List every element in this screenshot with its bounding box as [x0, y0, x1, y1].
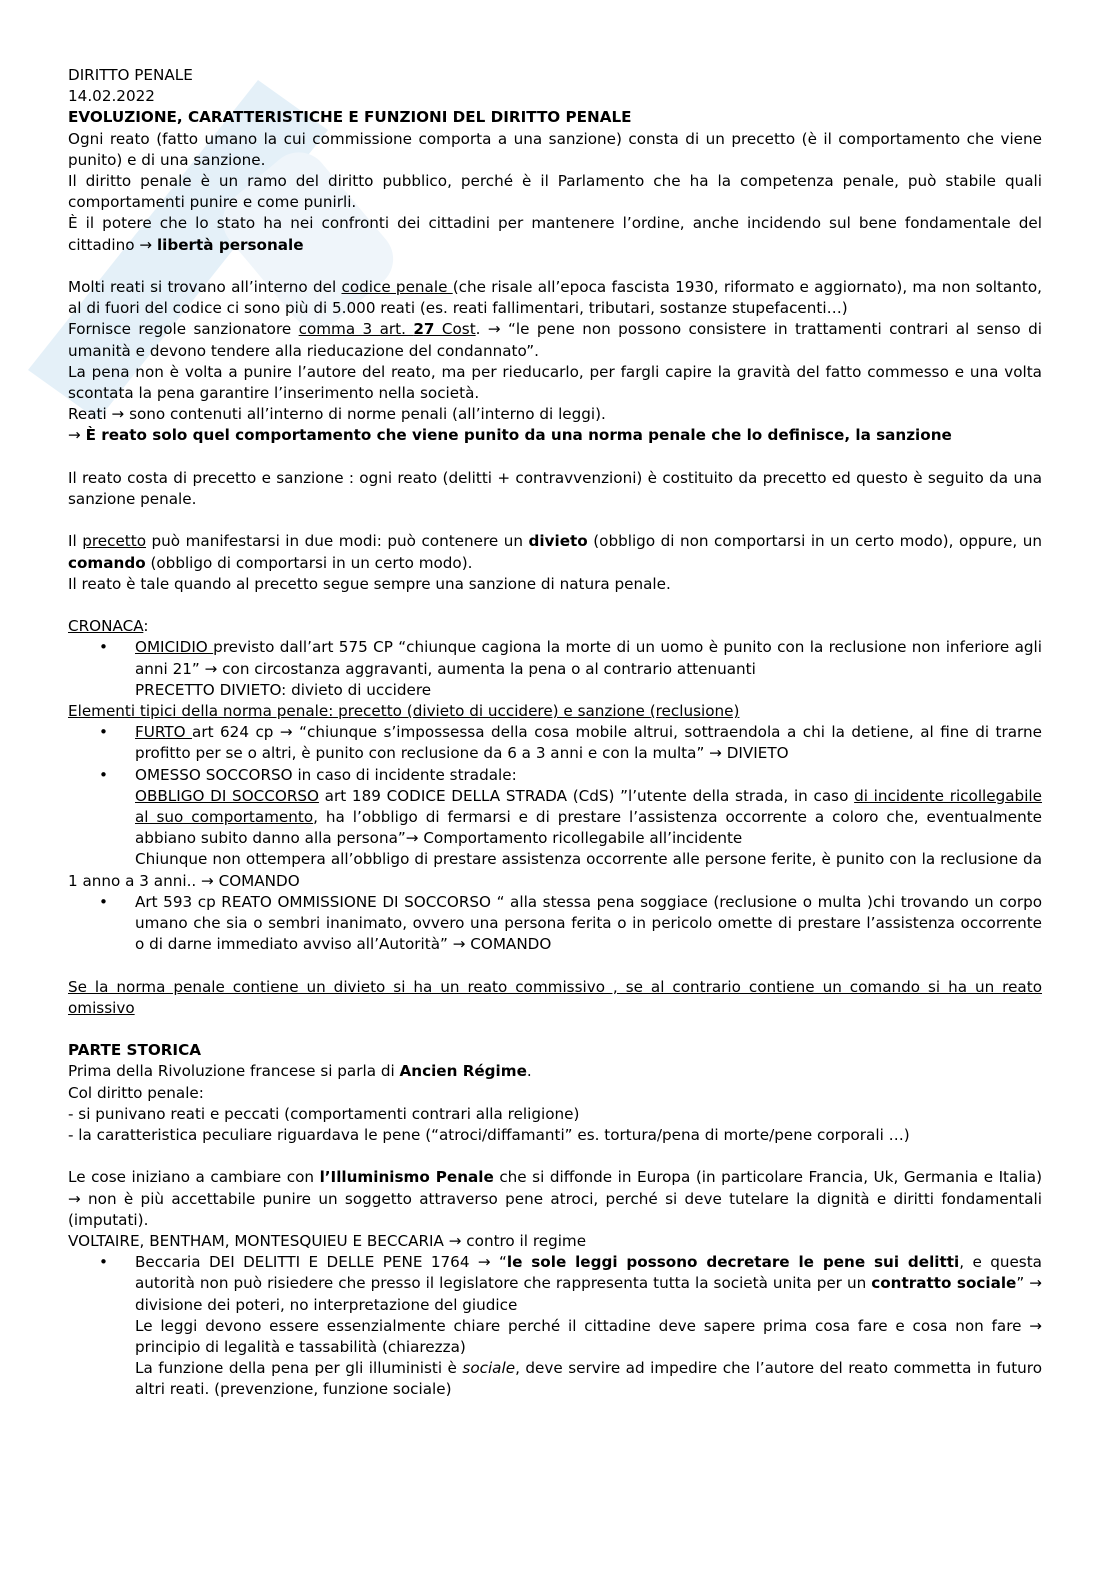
- paragraph: Ogni reato (fatto umano la cui commissione comporta a una sanzione) consta di un precetto (è il comportamento che viene punito) e di una sanzione.: [68, 129, 1042, 169]
- paragraph: La pena non è volta a punire l’autore del reato, ma per rieducarlo, per fargli capire la gravità del fatto commesso e una volta scontata la pena garantire l’inserimento nella società.: [68, 362, 1042, 403]
- list-item: • OMICIDIO previsto dall’art 575 CP “chiunque cagiona la morte di un uomo è punito con la reclusione non inferiore agli anni 21” → con circostanza aggravanti, aumenta la pena o al contrario attenuanti PRECETTO DIVIETO: divieto di uccidere: [68, 637, 1042, 701]
- cronaca-list: [68, 722, 1042, 849]
- storica-list: [68, 1252, 1042, 1400]
- list-item: • Beccaria DEI DELITTI E DELLE PENE 1764 → “le sole leggi possono decretare le pene sui delitti, e questa autorità non può risiedere che presso il legislatore che rappresenta tutta la società unita per un contratto sociale” → divisione dei poteri, no interpretazione del giudice Le leggi devono essere essenzialmente chiare perché il cittadine deve sapere prima cosa fare e cosa non fare → principio di legalità e tassabilità (chiarezza) La funzione della pena per gli illuministi è sociale, deve servire ad impedire che l’autore del reato commetta in futuro altri reati. (prevenzione, funzione sociale): [68, 1252, 1042, 1400]
- elements-note: Elementi tipici della norma penale: precetto (divieto di uccidere) e sanzione (reclusione): [68, 702, 740, 721]
- paragraph: Prima della Rivoluzione francese si parla di Ancien Régime.: [68, 1062, 532, 1081]
- paragraph: Il reato costa di precetto e sanzione : ogni reato (delitti + contravvenzioni) è costituito da precetto ed questo è seguito da una sanzione penale.: [68, 468, 1042, 509]
- course-title: DIRITTO PENALE: [68, 66, 193, 84]
- paragraph: - la caratteristica peculiare riguardava le pene (“atroci/diffamanti” es. tortura/pena di morte/pene corporali …): [68, 1126, 910, 1145]
- arrow-icon: →: [139, 235, 153, 254]
- cronaca-list: [68, 637, 1042, 701]
- paragraph: Molti reati si trovano all’interno del codice penale (che risale all’epoca fascista 1930, riformato e aggiornato), ma non soltanto, al di fuori del codice ci sono più di 5.000 reati (es. reati fallimentari, tributari, sostanze stupefacenti…): [68, 278, 1042, 318]
- paragraph: È il potere che lo stato ha nei confronti dei cittadini per mantenere l’ordine, anche incidendo sul bene fondamentale del cittadino → libertà personale: [68, 214, 1042, 254]
- cronaca-heading: CRONACA:: [68, 617, 149, 636]
- list-item: • OMESSO SOCCORSO in caso di incidente stradale: OBBLIGO DI SOCCORSO art 189 CODICE DELLA STRADA (CdS) ”l’utente della strada, in caso di incidente ricollegabile al suo comportamento, ha l’obbligo di fermarsi e di prestare l’assistenza occorrente a coloro che, eventualmente abbiano subito danno alla persona”→ Comportamento ricollegabile all’incidente: [68, 765, 1042, 850]
- section-title: EVOLUZIONE, CARATTERISTICHE E FUNZIONI DEL DIRITTO PENALE: [68, 108, 632, 127]
- paragraph: Le cose iniziano a cambiare con l’Illuminismo Penale che si diffonde in Europa (in particolare Francia, Uk, Germania e Italia) → non è più accettabile punire un soggetto attraverso pene atroci, perché si deve tutelare la dignità e diritti fondamentali (imputati).: [68, 1168, 1042, 1229]
- cronaca-list: [68, 892, 1042, 956]
- paragraph: Il reato è tale quando al precetto segue sempre una sanzione di natura penale.: [68, 574, 671, 593]
- lecture-date: 14.02.2022: [68, 87, 155, 106]
- summary-note: Se la norma penale contiene un divieto si ha un reato commissivo , se al contrario contiene un comando si ha un reato omissivo: [68, 977, 1042, 1017]
- paragraph: Fornisce regole sanzionatore comma 3 art. 27 Cost. → “le pene non possono consistere in trattamenti contrari al senso di umanità e devono tendere alla rieducazione del condannato”.: [68, 320, 1042, 360]
- paragraph: Col diritto penale:: [68, 1083, 204, 1102]
- paragraph: Reati → sono contenuti all’interno di norme penali (all’interno di leggi).: [68, 405, 606, 424]
- list-item: • FURTO art 624 cp → “chiunque s’impossessa della cosa mobile altrui, sottraendola a chi la detiene, al fine di trarne profitto per se o altri, è punito con reclusione da 6 a 3 anni e con la multa” → DIVIETO: [68, 722, 1042, 764]
- key-statement: → È reato solo quel comportamento che viene punito da una norma penale che lo definisce, la sanzione: [68, 426, 952, 445]
- paragraph: Il precetto può manifestarsi in due modi: può contenere un divieto (obbligo di non comportarsi in un certo modo), oppure, un comando (obbligo di comportarsi in un certo modo).: [68, 532, 1042, 572]
- paragraph: - si punivano reati e peccati (comportamenti contrari alla religione): [68, 1104, 580, 1123]
- list-item: • Art 593 cp REATO OMMISSIONE DI SOCCORSO “ alla stessa pena soggiace (reclusione o multa )chi trovando un corpo umano che sia o sembri inanimato, ovvero una persona ferita o in pericolo omette di prestare l’assistenza occorrente o di darne immediato avviso all’Autorità” → COMANDO: [68, 892, 1042, 956]
- document-page: [68, 65, 1042, 1401]
- paragraph: Chiunque non ottempera all’obbligo di prestare assistenza occorrente alle persone ferite, è punito con la reclusione da 1 anno a 3 anni.. → COMANDO: [68, 850, 1042, 890]
- section-title: PARTE STORICA: [68, 1041, 201, 1060]
- paragraph: VOLTAIRE, BENTHAM, MONTESQUIEU E BECCARIA → contro il regime: [68, 1232, 587, 1251]
- paragraph: Il diritto penale è un ramo del diritto pubblico, perché è il Parlamento che ha la competenza penale, può stabile quali comportamenti punire e come punirli.: [68, 172, 1042, 212]
